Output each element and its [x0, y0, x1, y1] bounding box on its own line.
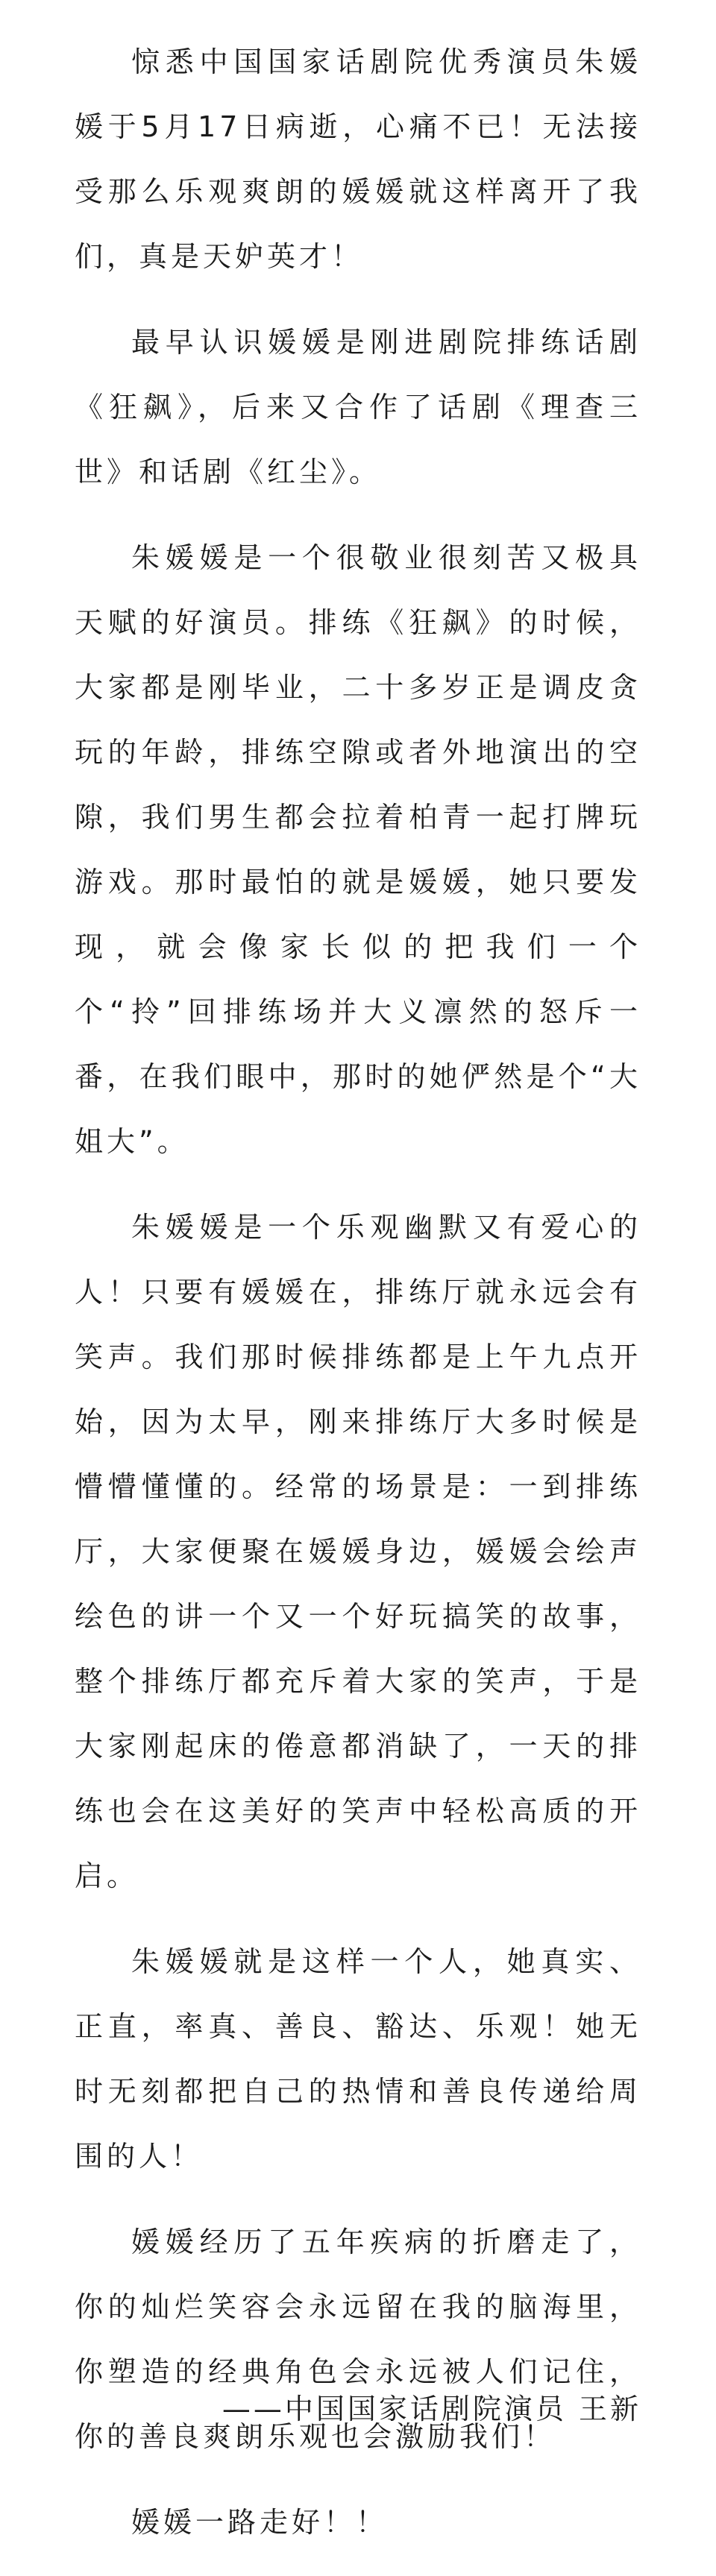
paragraph-4: 朱媛媛是一个乐观幽默又有爱心的人！只要有媛媛在，排练厅就永远会有笑声。我们那时候排练都是上午九点开始，因为太早，刚来排练厅大多时候是懵懵懂懂的。经常的场景是：一到排练厅，大家便聚在媛媛身边，媛媛会绘声绘色的讲一个又一个好玩搞笑的故事，整个排练厅都充斥着大家的笑声，于是大家刚起床的倦意都消缺了，一天的排练也会在这美好的笑声中轻松高质的开启。 [75, 1211, 641, 1892]
paragraph-5: 朱媛媛就是这样一个人，她真实、正直，率真、善良、豁达、乐观！她无时无刻都把自己的热情和善良传递给周围的人！ [75, 1945, 641, 2173]
paragraph-2: 最早认识媛媛是刚进剧院排练话剧《狂飙》，后来又合作了话剧《理查三世》和话剧《红尘》。 [75, 326, 641, 488]
paragraph-6: 媛媛经历了五年疾病的折磨走了，你的灿烂笑容会永远留在我的脑海里，你塑造的经典角色会永远被人们记住，你的善良爽朗乐观也会激励我们！ [75, 2226, 641, 2453]
letter-body [75, 30, 641, 2576]
signature: ——中国国家话剧院演员 王新 [222, 2393, 641, 2425]
paragraph-3: 朱媛媛是一个很敬业很刻苦又极具天赋的好演员。排练《狂飙》的时候，大家都是刚毕业，二十多岁正是调皮贪玩的年龄，排练空隙或者外地演出的空隙，我们男生都会拉着柏青一起打牌玩游戏。那时最怕的就是媛媛，她只要发现，就会像家长似的把我们一个个“拎”回排练场并大义凛然的怒斥一番，在我们眼中，那时的她俨然是个“大姐大”。 [75, 541, 641, 1158]
paragraph-1: 惊悉中国国家话剧院优秀演员朱媛媛于5月17日病逝，心痛不已！无法接受那么乐观爽朗的媛媛就这样离开了我们，真是天妒英才！ [75, 45, 641, 273]
paragraph-7: 媛媛一路走好！！ [131, 2506, 389, 2539]
